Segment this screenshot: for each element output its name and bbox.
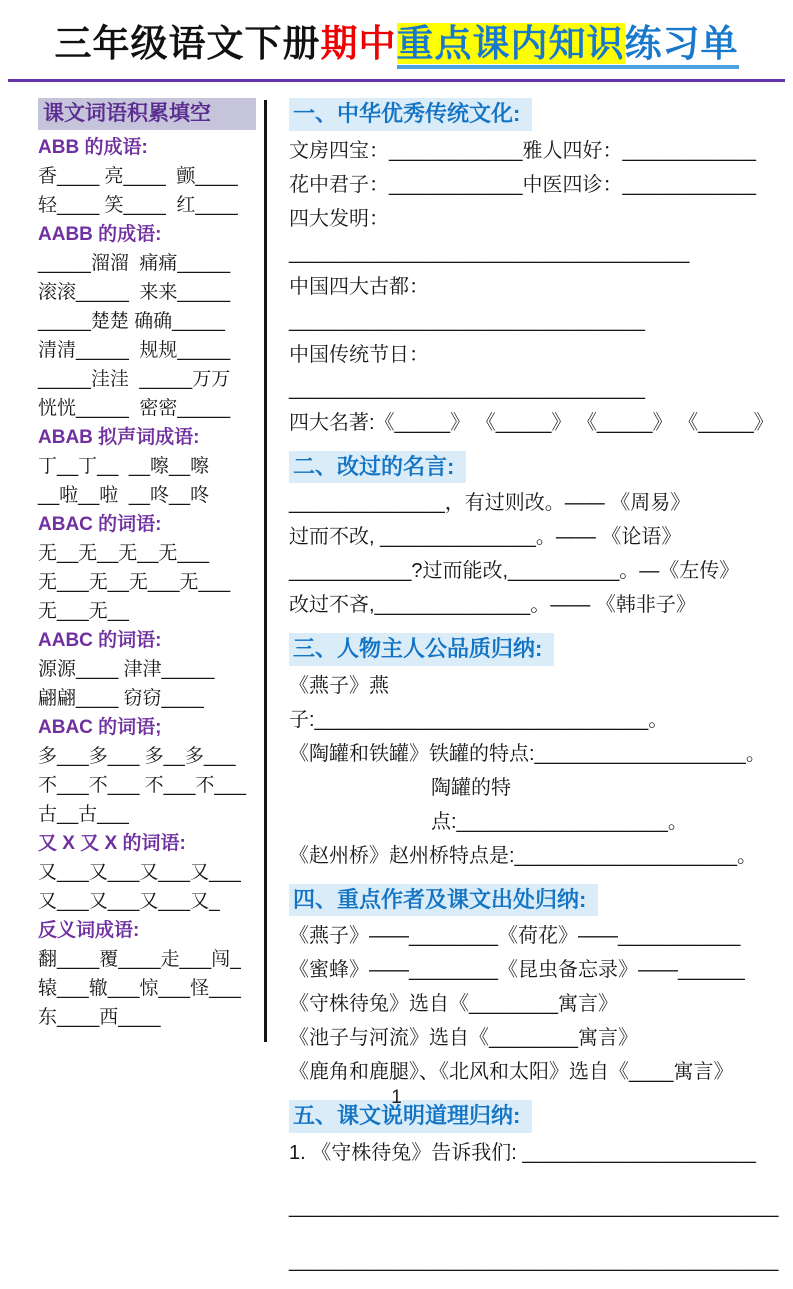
page-title: [0, 0, 793, 68]
fill-line: 《赵州桥》赵州桥特点是:____________________。: [289, 844, 758, 867]
sidebar-fill-line: 香____ 亮____ 颤____: [38, 166, 238, 188]
sidebar-fill-line: _____洼洼 _____万万: [38, 369, 231, 391]
fill-line: 《陶罐和铁罐》铁罐的特点:___________________。: [289, 742, 766, 765]
sidebar-category: ABAB 拟声词成语:: [38, 427, 200, 449]
sidebar-fill-line: 辕___辙___惊___怪___: [38, 978, 241, 1000]
section-heading: 二、改过的名言:: [289, 451, 466, 484]
fill-line: 《守株待兔》选自《________寓言》: [289, 993, 618, 1016]
column-divider: [264, 100, 267, 1042]
fill-line: 四大发明：____________________________________: [289, 207, 690, 264]
sidebar-fill-line: 古__古___: [38, 804, 129, 826]
title-midterm-segment: 期中: [320, 23, 397, 64]
page-number: 1: [391, 1087, 402, 1108]
sidebar-category: 反义词成语:: [38, 920, 140, 942]
sidebar-fill-line: 滚滚_____ 来来_____: [38, 282, 231, 304]
sidebar-category: 又 X 又 X 的词语:: [38, 833, 186, 855]
sidebar-word-accumulation: [38, 98, 256, 1289]
fill-line: 文房四宝：____________雅人四好：____________: [289, 139, 756, 162]
title-highlighted-segment: 重点课内知识: [396, 23, 625, 64]
sidebar-fill-line: 不___不___ 不___不___: [38, 775, 247, 797]
sidebar-fill-line: 轻____ 笑____ 红____: [38, 195, 238, 217]
sidebar-fill-line: 又___又___又___又_: [38, 891, 220, 913]
sidebar-fill-line: 多___多___ 多__多___: [38, 746, 236, 768]
fill-line: 《燕子》——________《荷花》——___________: [289, 925, 741, 948]
sidebar-category: ABAC 的词语;: [38, 717, 162, 739]
fill-line: ____________________________________________: [289, 1195, 779, 1218]
section-character-qualities: [289, 633, 767, 873]
sidebar-fill-line: 清清_____ 规规_____: [38, 340, 231, 362]
fill-line: 《蜜蜂》——________《昆虫备忘录》——______: [289, 959, 745, 982]
fill-line: ____________________________________________: [289, 1249, 779, 1272]
title-grade-segment: 三年级语文下册: [54, 23, 321, 64]
sidebar-fill-line: 源源____ 津津_____: [38, 659, 215, 681]
sidebar-fill-line: 恍恍_____ 密密_____: [38, 398, 231, 420]
section-traditional-culture: [289, 98, 774, 440]
sidebar-fill-line: 翻____覆____走___闯_: [38, 949, 241, 971]
fill-line: 花中君子：____________中医四诊：____________: [289, 173, 756, 196]
fill-line: 改过不吝,______________。—— 《韩非子》: [289, 594, 696, 617]
section-authors-sources: [289, 884, 767, 1090]
sidebar-fill-line: 无___无__: [38, 601, 129, 623]
sidebar-fill-line: 丁__丁__ __嚓__嚓: [38, 456, 210, 478]
section-famous-quotes: [289, 451, 767, 623]
sidebar-fill-line: _____楚楚 确确_____: [38, 311, 225, 333]
sidebar-category: AABC 的词语:: [38, 630, 162, 652]
sidebar-category: ABAC 的词语:: [38, 514, 162, 536]
fill-line: 中国传统节日：________________________________: [289, 343, 645, 400]
fill-line: 中国四大古都：________________________________: [289, 275, 645, 332]
fill-line: 《燕子》燕子:______________________________。: [289, 674, 669, 731]
sidebar-fill-line: 又___又___又___又___: [38, 862, 241, 884]
sidebar-category: AABB 的成语:: [38, 224, 162, 246]
fill-line: 四大名著:《_____》 《_____》 《_____》 《_____》: [289, 411, 774, 434]
sidebar-fill-line: __啦__啦 __咚__咚: [38, 485, 210, 507]
fill-line: ______________，有过则改。—— 《周易》: [289, 492, 691, 515]
sidebar-header: 课文词语积累填空: [38, 98, 256, 130]
fill-line: 《池子与河流》选自《________寓言》: [289, 1027, 638, 1050]
fill-line: ___________?过而能改,__________。—《左传》: [289, 560, 740, 583]
section-lesson-morals: [289, 1100, 779, 1278]
fill-line: 《鹿角和鹿腿》、《北风和太阳》选自《____寓言》: [289, 1061, 734, 1084]
sidebar-fill-line: 无__无__无__无___: [38, 543, 210, 565]
sidebar-fill-line: _____溜溜 痛痛_____: [38, 253, 231, 275]
sidebar-fill-line: 无___无__无___无___: [38, 572, 231, 594]
fill-line: 1. 《守株待兔》告诉我们: _____________________: [289, 1141, 756, 1164]
section-heading: 四、重点作者及课文出处归纳:: [289, 884, 598, 917]
fill-line: 陶罐的特点:___________________。: [431, 776, 688, 833]
section-heading: 三、人物主人公品质归纳:: [289, 633, 554, 666]
fill-line: 过而不改, ______________。—— 《论语》: [289, 526, 682, 549]
title-tail-segment: 练习单: [624, 23, 739, 64]
sidebar-fill-line: 东____西____: [38, 1007, 161, 1029]
main-column: [277, 98, 779, 1289]
section-heading: 五、课文说明道理归纳:: [289, 1100, 532, 1133]
sidebar-category: ABB 的成语:: [38, 137, 148, 159]
section-heading: 一、中华优秀传统文化:: [289, 98, 532, 131]
sidebar-fill-line: 翩翩____ 窃窃____: [38, 688, 204, 710]
